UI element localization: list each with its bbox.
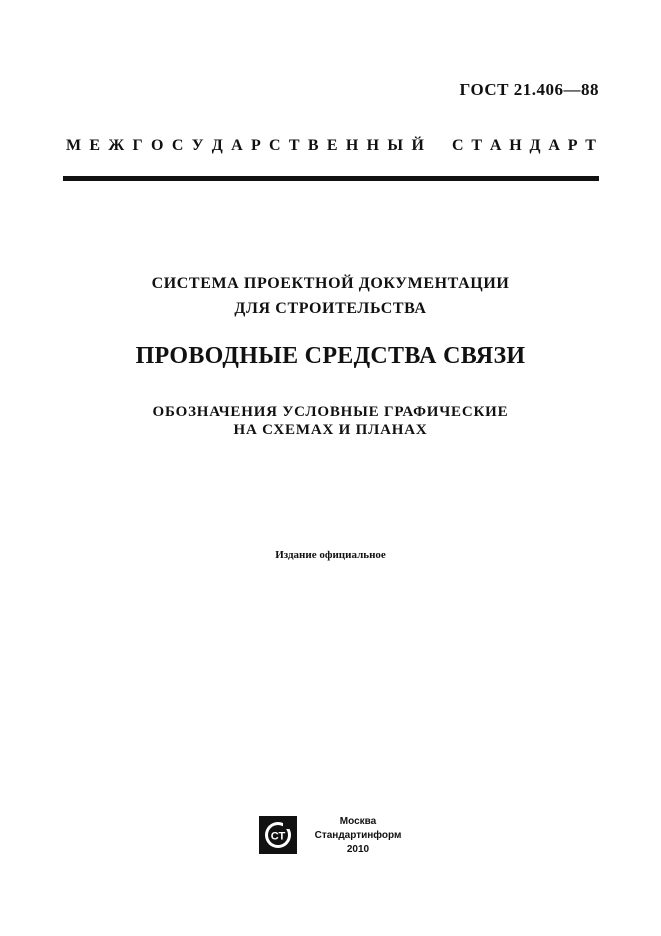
letter: Д	[529, 137, 541, 154]
letter: Р	[250, 137, 261, 154]
letter: Н	[509, 137, 522, 154]
publisher-city: Москва	[339, 816, 377, 827]
document-type-word-2	[452, 137, 596, 155]
publisher-name: Стандартинформ	[314, 830, 402, 841]
letter: Т	[288, 137, 300, 154]
document-type-heading	[66, 137, 596, 155]
letter: О	[151, 137, 164, 154]
main-title: ПРОВОДНЫЕ СРЕДСТВА СВЯЗИ	[135, 343, 526, 369]
letter: У	[191, 137, 204, 154]
letter: Е	[89, 137, 101, 154]
letter: А	[548, 137, 560, 154]
letter: Р	[567, 137, 578, 154]
letter: Ж	[108, 137, 125, 154]
letter: С	[171, 137, 184, 154]
letter: М	[66, 137, 82, 154]
standartinform-logo-icon	[259, 816, 297, 854]
letter: Н	[345, 137, 359, 154]
letter: Г	[132, 137, 143, 154]
letter: А	[231, 137, 243, 154]
publisher-info	[312, 815, 404, 857]
logo-lettering: СТ	[270, 830, 286, 843]
letter: Е	[326, 137, 338, 154]
letter: Т	[585, 137, 596, 154]
letter: Д	[211, 137, 223, 154]
letter: С	[269, 137, 281, 154]
letter: В	[307, 137, 319, 154]
document-type-word-1	[66, 137, 424, 155]
letter: Н	[366, 137, 380, 154]
publication-year: 2010	[346, 844, 370, 855]
document-code: ГОСТ 21.406—88	[459, 80, 599, 99]
letter: Й	[411, 137, 424, 154]
series-title-line-1: СИСТЕМА ПРОЕКТНОЙ ДОКУМЕНТАЦИИ	[151, 275, 510, 292]
series-title-line-2: ДЛЯ СТРОИТЕЛЬСТВА	[234, 300, 427, 317]
letter: А	[489, 137, 502, 154]
header-divider	[63, 176, 599, 181]
subtitle-line-2: НА СХЕМАХ И ПЛАНАХ	[233, 422, 428, 438]
letter: Т	[471, 137, 483, 154]
letter: Ы	[387, 137, 404, 154]
letter: С	[452, 137, 464, 154]
edition-label: Издание официальное	[275, 549, 386, 561]
subtitle-line-1: ОБОЗНАЧЕНИЯ УСЛОВНЫЕ ГРАФИЧЕСКИЕ	[152, 404, 509, 420]
